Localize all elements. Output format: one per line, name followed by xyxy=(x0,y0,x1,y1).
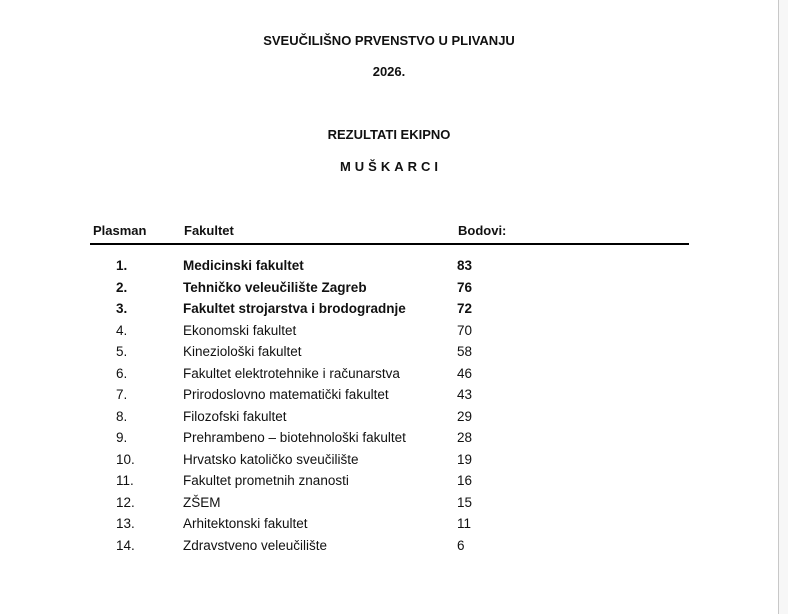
row-faculty: Tehničko veleučilište Zagreb xyxy=(183,279,367,295)
row-faculty: Fakultet prometnih znanosti xyxy=(183,473,349,488)
row-rank: 8. xyxy=(116,408,128,424)
row-rank: 14. xyxy=(116,537,135,553)
row-points: 58 xyxy=(457,344,473,359)
table-row xyxy=(0,452,778,474)
row-rank: 5. xyxy=(116,344,128,359)
row-points: 46 xyxy=(457,365,473,381)
header-rank: Plasman xyxy=(93,223,147,238)
row-points: 11 xyxy=(457,516,472,531)
row-faculty: Fakultet strojarstva i brodogradnje xyxy=(183,301,406,316)
table-row xyxy=(0,387,778,409)
table-row xyxy=(0,258,778,280)
table-row xyxy=(0,538,778,560)
document-year: 2026. xyxy=(372,64,406,79)
row-rank: 9. xyxy=(116,430,128,445)
row-faculty: ZŠEM xyxy=(183,494,221,510)
row-rank: 13. xyxy=(116,516,135,531)
table-row xyxy=(0,344,778,366)
table-row xyxy=(0,430,778,452)
header-faculty: Fakultet xyxy=(184,223,234,238)
row-rank: 4. xyxy=(116,322,128,338)
table-row xyxy=(0,280,778,302)
row-points: 29 xyxy=(457,408,473,424)
row-points: 76 xyxy=(457,279,473,295)
row-rank: 10. xyxy=(116,451,135,467)
row-rank: 1. xyxy=(116,258,128,273)
table-row xyxy=(0,495,778,517)
table-row xyxy=(0,301,778,323)
results-table xyxy=(0,258,778,559)
row-faculty: Prehrambeno – biotehnološki fakultet xyxy=(183,430,406,445)
row-rank: 6. xyxy=(116,365,128,381)
row-rank: 2. xyxy=(116,279,128,295)
row-rank: 3. xyxy=(116,301,128,316)
row-faculty: Kineziološki fakultet xyxy=(183,344,302,359)
header-points: Bodovi: xyxy=(458,223,507,238)
table-row xyxy=(0,323,778,345)
table-row xyxy=(0,516,778,538)
document-title: SVEUČILIŠNO PRVENSTVO U PLIVANJU xyxy=(263,33,515,48)
row-faculty: Medicinski fakultet xyxy=(183,258,304,273)
row-rank: 7. xyxy=(116,387,128,402)
row-points: 72 xyxy=(457,301,473,316)
row-points: 28 xyxy=(457,430,473,445)
header-rule xyxy=(90,243,689,245)
row-faculty: Filozofski fakultet xyxy=(183,408,287,424)
row-points: 43 xyxy=(457,387,473,402)
row-points: 83 xyxy=(457,258,473,273)
row-faculty: Fakultet elektrotehnike i računarstva xyxy=(183,365,400,381)
row-rank: 12. xyxy=(116,494,135,510)
row-faculty: Hrvatsko katoličko sveučilište xyxy=(183,451,359,467)
row-points: 6 xyxy=(457,537,465,553)
row-points: 19 xyxy=(457,451,473,467)
document-subtitle: REZULTATI EKIPNO xyxy=(327,127,451,142)
row-faculty: Prirodoslovno matematički fakultet xyxy=(183,387,389,402)
row-points: 15 xyxy=(457,494,473,510)
page-gutter xyxy=(778,0,788,614)
row-points: 16 xyxy=(457,473,473,488)
row-faculty: Zdravstveno veleučilište xyxy=(183,537,328,553)
document-category: MUŠKARCI xyxy=(339,159,443,174)
row-faculty: Ekonomski fakultet xyxy=(183,322,297,338)
row-rank: 11. xyxy=(116,473,134,488)
row-points: 70 xyxy=(457,322,473,338)
table-row xyxy=(0,409,778,431)
row-faculty: Arhitektonski fakultet xyxy=(183,516,308,531)
table-row xyxy=(0,473,778,495)
table-row xyxy=(0,366,778,388)
